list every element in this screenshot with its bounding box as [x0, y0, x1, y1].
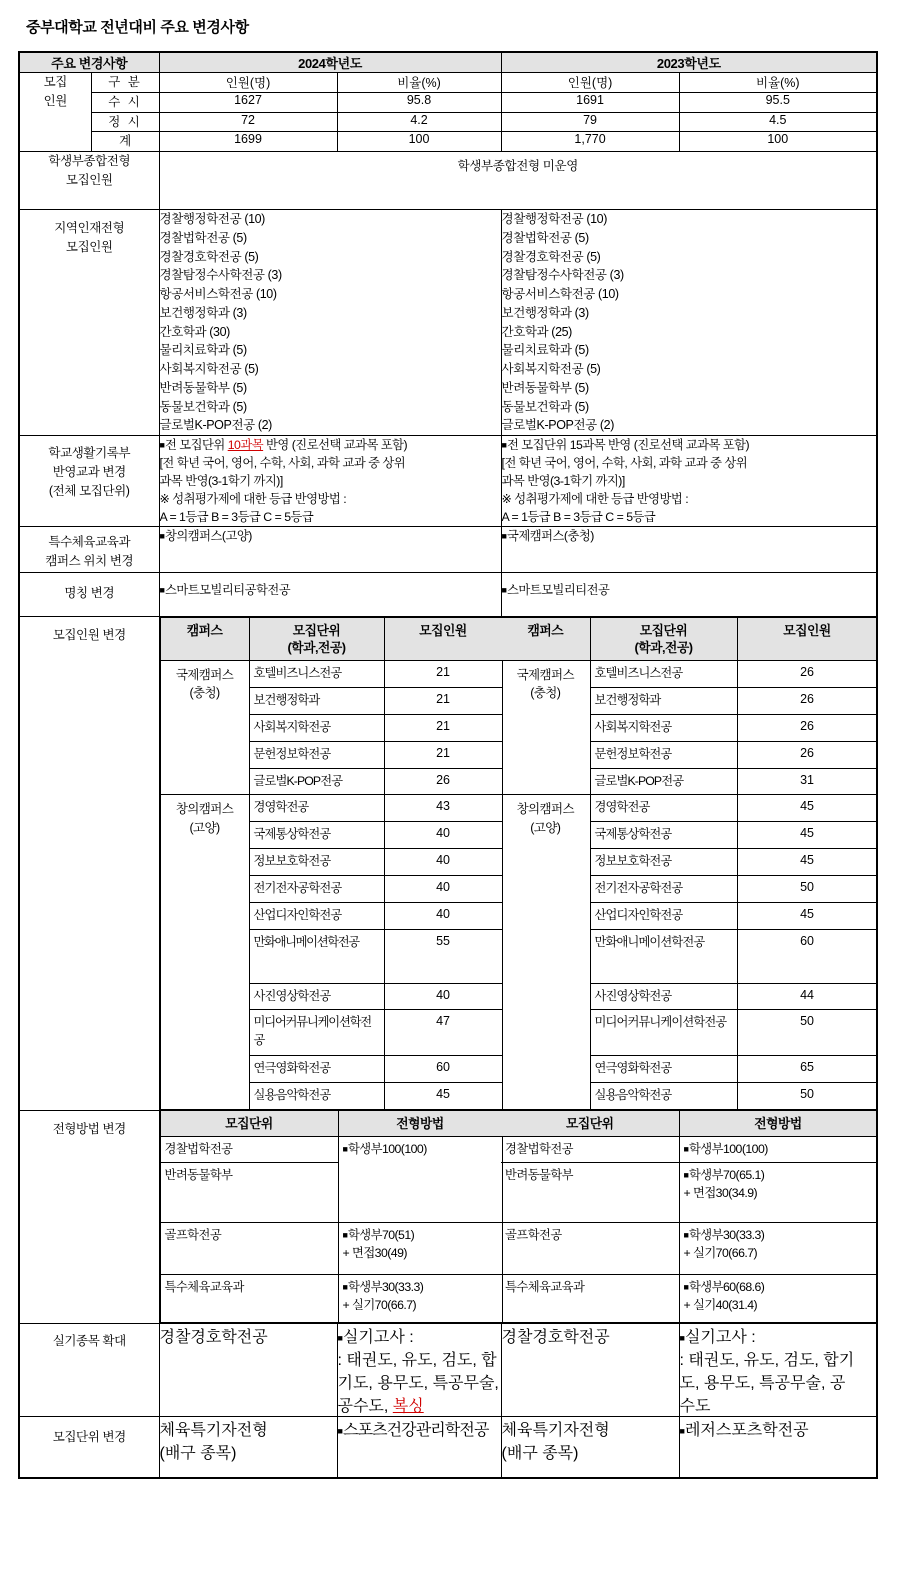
- unit-name: 사진영상학전공: [249, 983, 384, 1010]
- quota-value: 26: [737, 741, 877, 768]
- rowlabel-enrollment: 모집 인원: [19, 73, 91, 152]
- regional-list-2024: 경찰행정학전공 (10) 경찰법학전공 (5) 경찰경호학전공 (5) 경찰탐정수사학전공 (3) 항공서비스학전공 (10) 보건행정학과 (3) 간호학과 (30) 물리치료학과 (5) 사회복지학전공 (5) 반려동물학부 (5) 동물보건학과 (5) 글로벌K-POP전공 (2): [159, 210, 501, 436]
- campus-crea-2024: 창의캠퍼스 (고양): [160, 795, 249, 1110]
- header-year-2023: 2023학년도: [501, 52, 877, 73]
- unit-name: 문헌정보학전공: [590, 741, 737, 768]
- unit-name: 산업디자인학전공: [249, 902, 384, 929]
- quota-table-2023-wrap: [501, 617, 877, 1110]
- subheader-count-2024: 인원(명): [159, 73, 337, 93]
- jeongsi-count-2024: 72: [159, 112, 337, 132]
- unit-name: 특수체육교육과: [160, 1274, 338, 1322]
- quota-value: 40: [384, 849, 502, 876]
- subheader-ratio-2023: 비율(%): [679, 73, 877, 93]
- bullet-icon: ■: [683, 1281, 689, 1292]
- rowlabel-school-records: 학교생활기록부 반영교과 변경 (전체 모집단위): [19, 436, 159, 527]
- susi-ratio-2023: 95.5: [679, 92, 877, 112]
- quota-value: 21: [384, 741, 502, 768]
- unit-name: 경영학전공: [249, 795, 384, 822]
- susi-ratio-2024: 95.8: [337, 92, 501, 112]
- method-table-2024: [160, 1110, 503, 1322]
- unit-name: 문헌정보학전공: [249, 741, 384, 768]
- row-school-records: [19, 436, 877, 527]
- method-value: ■학생부70(65.1) + 면접30(34.9): [679, 1162, 877, 1222]
- bullet-icon: ■: [679, 1332, 685, 1343]
- quota-value: 47: [384, 1010, 502, 1056]
- campus-change-2023: ■국제캠퍼스(충청): [501, 527, 877, 573]
- unit-name: 반려동물학부: [160, 1162, 338, 1222]
- jeongsi-ratio-2024: 4.2: [337, 112, 501, 132]
- hdr-quota: 모집인원: [737, 618, 877, 661]
- unit-name: 연극영화학전공: [590, 1056, 737, 1083]
- unit-change-method-2023: ■레저스포츠학전공: [679, 1416, 877, 1478]
- quota-value: 60: [384, 1056, 502, 1083]
- regional-list-2023: 경찰행정학전공 (10) 경찰법학전공 (5) 경찰경호학전공 (5) 경찰탐정수사학전공 (3) 항공서비스학전공 (10) 보건행정학과 (3) 간호학과 (25) 물리치료학과 (5) 사회복지학전공 (5) 반려동물학부 (5) 동물보건학과 (5) 글로벌K-POP전공 (2): [501, 210, 877, 436]
- quota-value: 40: [384, 822, 502, 849]
- row-quota-change: [19, 617, 877, 1110]
- records-2024-line1: ■전 모집단위 10과목 반영 (진로선택 교과목 포함): [159, 438, 408, 452]
- main-comparison-table: [18, 51, 878, 1479]
- unit-name: 전기전자공학전공: [590, 875, 737, 902]
- subheader-ratio-2024: 비율(%): [337, 73, 501, 93]
- table-row: [501, 661, 877, 688]
- unit-name: 글로벌K-POP전공: [590, 768, 737, 795]
- hdr-quota: 모집인원: [384, 618, 502, 661]
- hdr-unit: 모집단위: [501, 1111, 679, 1137]
- bullet-icon: ■: [337, 1425, 343, 1436]
- quota-table-2024-wrap: [159, 617, 501, 1110]
- unit-name: 호텔비즈니스전공: [590, 661, 737, 688]
- records-2023: ■전 모집단위 15과목 반영 (진로선택 교과목 포함) [전 학년 국어, 영어, 수학, 사회, 과학 교과 중 상위 과목 반영(3-1학기 까지)] ※ 성취평가제에 대한 등급 반영방법 : A = 1등급 B = 3등급 C = 5등급: [501, 436, 877, 527]
- bullet-icon: ■: [159, 585, 165, 596]
- highlight-boxing: 복싱: [392, 1397, 424, 1415]
- method-2024-header: [160, 1111, 502, 1137]
- bullet-icon: ■: [159, 440, 165, 450]
- unit-change-method-2024: ■스포츠건강관리학전공: [337, 1416, 501, 1478]
- records-2024: ■전 모집단위 10과목 반영 (진로선택 교과목 포함) [전 학년 국어, 영어, 수학, 사회, 과학 교과 중 상위 과목 반영(3-1학기 까지)] ※ 성취평가제에 대한 등급 반영방법 : A = 1등급 B = 3등급 C = 5등급: [159, 436, 501, 527]
- unit-name: 연극영화학전공: [249, 1056, 384, 1083]
- label-susi: 수 시: [91, 92, 159, 112]
- table-header-row: [19, 52, 877, 73]
- unit-name: 글로벌K-POP전공: [249, 768, 384, 795]
- table-row: [501, 1137, 877, 1162]
- quota-value: 45: [737, 822, 877, 849]
- jeongsi-ratio-2023: 4.5: [679, 112, 877, 132]
- table-row: [501, 1274, 877, 1322]
- unit-name: 실용음악학전공: [249, 1083, 384, 1110]
- quota-value: 26: [384, 768, 502, 795]
- unit-name: 경영학전공: [590, 795, 737, 822]
- method-table-2024-wrap: [159, 1110, 501, 1323]
- quota-value: 26: [737, 715, 877, 742]
- row-comprehensive: [19, 152, 877, 210]
- unit-name: 사회복지학전공: [249, 715, 384, 742]
- table-row: [501, 795, 877, 822]
- bullet-icon: ■: [342, 1229, 348, 1240]
- practical-unit-2023: 경찰경호학전공: [501, 1323, 679, 1416]
- bullet-icon: ■: [342, 1144, 348, 1155]
- unit-name: 미디어커뮤니케이션학전공: [249, 1010, 384, 1056]
- method-value: ■학생부100(100): [338, 1137, 502, 1222]
- total-ratio-2024: 100: [337, 132, 501, 152]
- unit-name: 실용음악학전공: [590, 1083, 737, 1110]
- hdr-method: 전형방법: [338, 1111, 502, 1137]
- unit-name: 골프학전공: [160, 1222, 338, 1274]
- bullet-icon: ■: [337, 1332, 343, 1343]
- method-table-2023: [501, 1110, 878, 1322]
- total-count-2023: 1,770: [501, 132, 679, 152]
- quota-value: 45: [384, 1083, 502, 1110]
- quota-2023-header: [501, 618, 877, 661]
- campus-intl-2024: 국제캠퍼스 (충청): [160, 661, 249, 795]
- unit-name: 전기전자공학전공: [249, 875, 384, 902]
- table-row: [501, 1162, 877, 1222]
- unit-name: 보건행정학과: [590, 688, 737, 715]
- method-2023-header: [501, 1111, 877, 1137]
- bullet-icon: ■: [342, 1281, 348, 1292]
- quota-value: 21: [384, 688, 502, 715]
- table-row-jeongsi: [19, 112, 877, 132]
- table-row: [160, 1222, 502, 1274]
- page-title: 중부대학교 전년대비 주요 변경사항: [26, 19, 249, 36]
- bullet-icon: ■: [683, 1229, 689, 1240]
- table-row: [160, 1137, 502, 1162]
- rowlabel-campus-change: 특수체육교육과 캠퍼스 위치 변경: [19, 527, 159, 573]
- header-year-2024: 2024학년도: [159, 52, 501, 73]
- unit-name: 호텔비즈니스전공: [249, 661, 384, 688]
- method-value: ■학생부70(51) + 면접30(49): [338, 1222, 502, 1274]
- unit-name: 만화애니메이션학전공: [249, 929, 384, 983]
- practical-method-2024: ■실기고사 : : 태권도, 유도, 검도, 합 기도, 용무도, 특공무술, 공수도, 복싱: [337, 1323, 501, 1416]
- total-ratio-2023: 100: [679, 132, 877, 152]
- row-name-change: [19, 573, 877, 617]
- hdr-unit: 모집단위: [160, 1111, 338, 1137]
- subheader-gubun: 구 분: [91, 73, 159, 93]
- quota-table-2023: [501, 617, 878, 1110]
- unit-change-unit-2023: 체육특기자전형 (배구 종목): [501, 1416, 679, 1478]
- unit-name: 반려동물학부: [501, 1162, 679, 1222]
- unit-name: 사진영상학전공: [590, 983, 737, 1010]
- practical-unit-2024: 경찰경호학전공: [159, 1323, 337, 1416]
- campus-intl-2023: 국제캠퍼스 (충청): [501, 661, 590, 795]
- campus-change-2024: ■창의캠퍼스(고양): [159, 527, 501, 573]
- method-value: ■학생부30(33.3) + 실기70(66.7): [679, 1222, 877, 1274]
- unit-name: 정보보호학전공: [590, 849, 737, 876]
- table-row-susi: [19, 92, 877, 112]
- hdr-campus: 캠퍼스: [160, 618, 249, 661]
- quota-value: 26: [737, 661, 877, 688]
- jeongsi-count-2023: 79: [501, 112, 679, 132]
- quota-value: 43: [384, 795, 502, 822]
- table-row-total: [19, 132, 877, 152]
- name-change-2023: ■스마트모빌리티전공: [501, 573, 877, 617]
- bullet-icon: ■: [501, 531, 507, 542]
- bullet-icon: ■: [501, 585, 507, 596]
- unit-name: 특수체육교육과: [501, 1274, 679, 1322]
- bullet-icon: ■: [159, 531, 165, 542]
- campus-crea-2023: 창의캠퍼스 (고양): [501, 795, 590, 1110]
- row-enrollment-subheader: [19, 73, 877, 93]
- bullet-icon: ■: [501, 440, 507, 450]
- unit-name: 경찰법학전공: [160, 1137, 338, 1162]
- bullet-icon: ■: [679, 1425, 685, 1436]
- unit-name: 사회복지학전공: [590, 715, 737, 742]
- row-campus-change: [19, 527, 877, 573]
- quota-value: 40: [384, 983, 502, 1010]
- rowlabel-quota-change: 모집인원 변경: [19, 617, 159, 1110]
- quota-value: 21: [384, 715, 502, 742]
- rowlabel-practical-expansion: 실기종목 확대: [19, 1323, 159, 1416]
- rowlabel-comprehensive: 학생부종합전형 모집인원: [19, 152, 159, 210]
- row-regional: [19, 210, 877, 436]
- unit-change-unit-2024: 체육특기자전형 (배구 종목): [159, 1416, 337, 1478]
- comprehensive-value: 학생부종합전형 미운영: [159, 152, 877, 210]
- records-2023-line1: ■전 모집단위 15과목 반영 (진로선택 교과목 포함): [501, 438, 750, 452]
- unit-name: 골프학전공: [501, 1222, 679, 1274]
- bullet-icon: ■: [683, 1169, 689, 1180]
- hdr-method: 전형방법: [679, 1111, 877, 1137]
- quota-value: 55: [384, 929, 502, 983]
- rowlabel-regional: 지역인재전형 모집인원: [19, 210, 159, 436]
- label-jeongsi: 정 시: [91, 112, 159, 132]
- highlight-10-subjects: 10과목: [227, 438, 264, 452]
- method-value: ■학생부100(100): [679, 1137, 877, 1162]
- label-total: 계: [91, 132, 159, 152]
- subheader-count-2023: 인원(명): [501, 73, 679, 93]
- quota-value: 50: [737, 1010, 877, 1056]
- row-practical-expansion: [19, 1323, 877, 1416]
- table-row: [160, 1274, 502, 1322]
- row-unit-change: [19, 1416, 877, 1478]
- quota-value: 50: [737, 1083, 877, 1110]
- quota-table-2024: [160, 617, 503, 1110]
- hdr-unit: 모집단위 (학과,전공): [590, 618, 737, 661]
- quota-2024-header: [160, 618, 502, 661]
- method-table-2023-wrap: [501, 1110, 877, 1323]
- quota-value: 26: [737, 688, 877, 715]
- unit-name: 미디어커뮤니케이션학전공: [590, 1010, 737, 1056]
- unit-name: 보건행정학과: [249, 688, 384, 715]
- table-row: [160, 661, 502, 688]
- susi-count-2024: 1627: [159, 92, 337, 112]
- name-change-2024: ■스마트모빌리티공학전공: [159, 573, 501, 617]
- quota-value: 50: [737, 875, 877, 902]
- quota-value: 65: [737, 1056, 877, 1083]
- quota-value: 21: [384, 661, 502, 688]
- method-value: ■학생부30(33.3) + 실기70(66.7): [338, 1274, 502, 1322]
- quota-value: 31: [737, 768, 877, 795]
- bullet-icon: ■: [683, 1144, 689, 1155]
- unit-name: 산업디자인학전공: [590, 902, 737, 929]
- method-value: ■학생부60(68.6) + 실기40(31.4): [679, 1274, 877, 1322]
- rowlabel-method-change: 전형방법 변경: [19, 1110, 159, 1323]
- quota-value: 40: [384, 875, 502, 902]
- susi-count-2023: 1691: [501, 92, 679, 112]
- quota-value: 60: [737, 929, 877, 983]
- table-row: [501, 1222, 877, 1274]
- unit-name: 국제통상학전공: [249, 822, 384, 849]
- rowlabel-name-change: 명칭 변경: [19, 573, 159, 617]
- quota-value: 45: [737, 849, 877, 876]
- hdr-campus: 캠퍼스: [501, 618, 590, 661]
- quota-value: 44: [737, 983, 877, 1010]
- practical-method-2023: ■실기고사 : : 태권도, 유도, 검도, 합기 도, 용무도, 특공무술, 공 수도: [679, 1323, 877, 1416]
- header-main-label: 주요 변경사항: [19, 52, 159, 73]
- quota-value: 45: [737, 795, 877, 822]
- total-count-2024: 1699: [159, 132, 337, 152]
- unit-name: 국제통상학전공: [590, 822, 737, 849]
- quota-value: 45: [737, 902, 877, 929]
- unit-name: 경찰법학전공: [501, 1137, 679, 1162]
- row-method-change: [19, 1110, 877, 1323]
- quota-value: 40: [384, 902, 502, 929]
- hdr-unit: 모집단위 (학과,전공): [249, 618, 384, 661]
- unit-name: 정보보호학전공: [249, 849, 384, 876]
- rowlabel-unit-change: 모집단위 변경: [19, 1416, 159, 1478]
- unit-name: 만화애니메이션학전공: [590, 929, 737, 983]
- table-row: [160, 795, 502, 822]
